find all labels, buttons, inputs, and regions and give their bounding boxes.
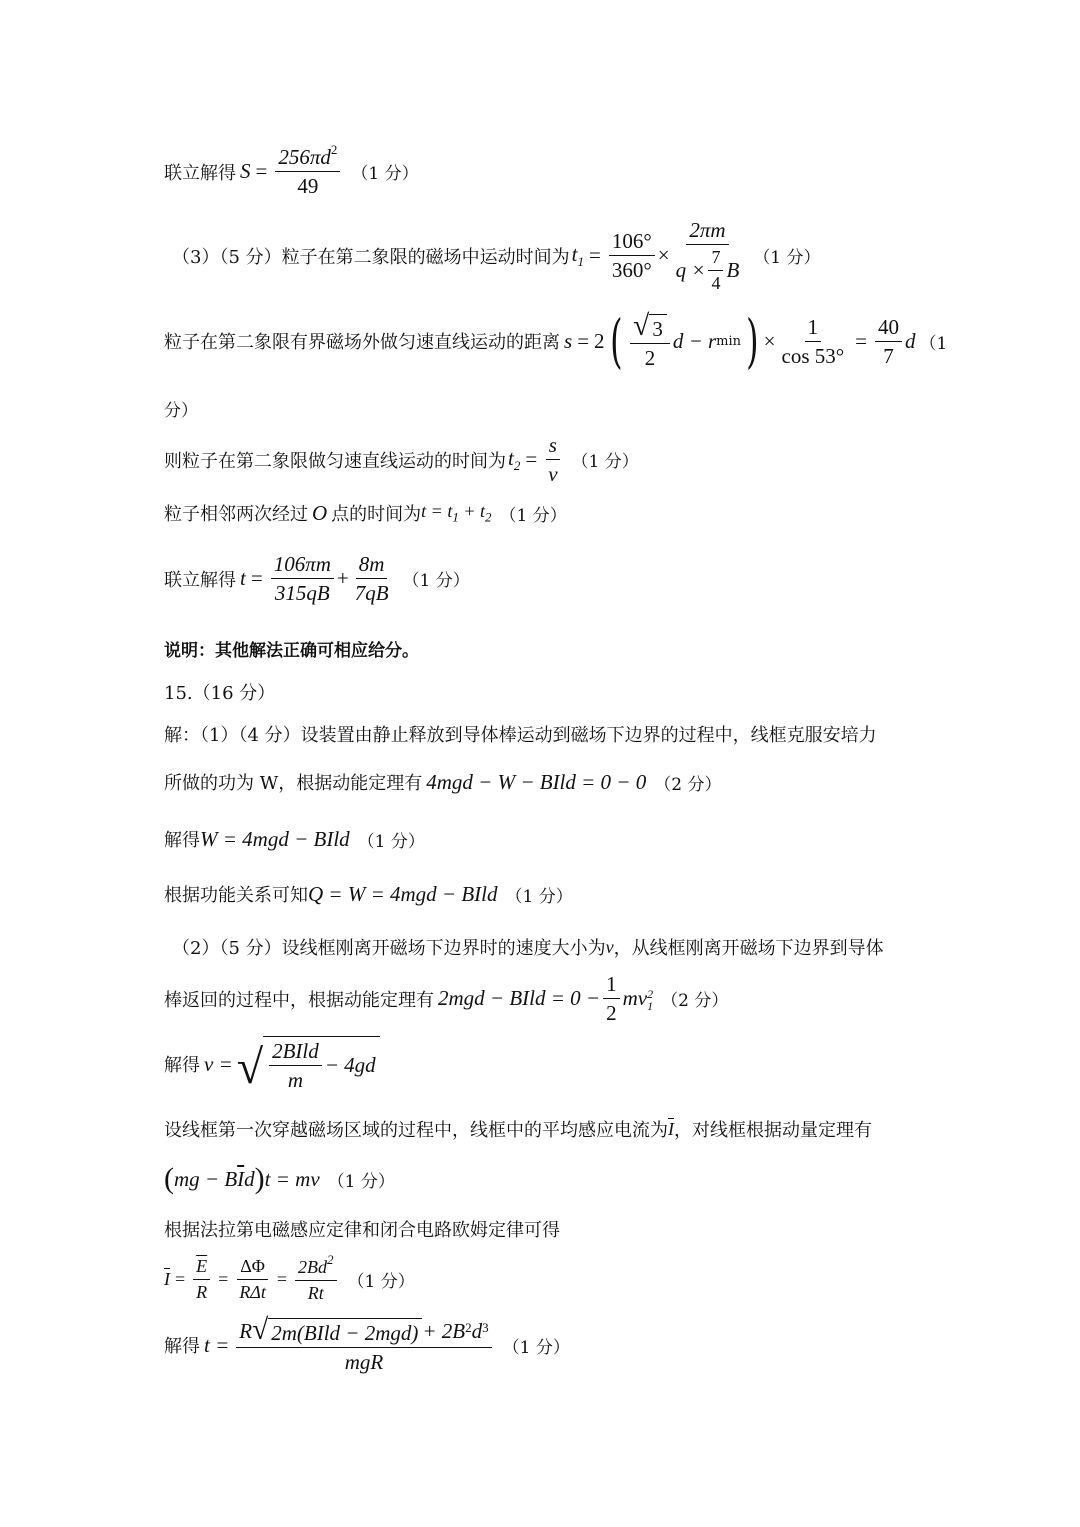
math-eq: = [588, 243, 601, 268]
R-var: R [239, 1318, 253, 1343]
plus-term: + 2B [422, 1318, 466, 1343]
score: （1 分） [753, 248, 821, 269]
exp: 3 [482, 1320, 489, 1336]
text-line: 解：（1）（4 分）设装置由静止释放到导体棒运动到磁场下边界的过程中，线框克服安培力 [164, 725, 877, 746]
fraction-angle [609, 229, 655, 282]
energy2: 2mgd − BIld = 0 − [438, 986, 601, 1011]
fraction-t [236, 1316, 491, 1375]
frac-num: 256πd [278, 145, 331, 169]
fraction-half [603, 972, 620, 1025]
math-eq: = [525, 447, 538, 472]
frac-num: $\overline{E}$ [193, 1256, 210, 1280]
energy-eq: 4mgd − W − BIld = 0 − 0 [426, 769, 647, 794]
text-lead: 根据功能关系可知 [164, 885, 308, 906]
math-S: S [240, 159, 251, 184]
fraction-dPhi [236, 1256, 269, 1302]
score: （1 分） [402, 571, 470, 592]
momentum-c: t = mv [264, 1166, 320, 1191]
sub: 2 [484, 509, 492, 525]
d-minus-r: d − r [672, 328, 717, 353]
text-lead: （2）（5 分）设线框刚离开磁场下边界时的速度大小为 [172, 938, 606, 959]
mv: mv [622, 985, 648, 1010]
frac-den: 7 [883, 343, 894, 368]
eq-line-t-sum [164, 500, 567, 526]
Q-eq: Q = W = 4mgd − BIld [308, 881, 498, 906]
text-lead: 解得 [164, 1336, 200, 1358]
eq-line-t-answer [164, 1316, 570, 1375]
frac-den: v [548, 462, 558, 487]
d-var: d [905, 328, 916, 353]
I-bar: $\overline{I}$ [237, 1166, 245, 1191]
frac-den: 315qB [274, 581, 330, 606]
frac-den: 2 [606, 1001, 617, 1026]
frac-num: √ 3 [630, 312, 670, 344]
t-var: t [240, 566, 246, 591]
math-eq: = [577, 328, 590, 353]
t-var: t [571, 241, 578, 266]
fraction-s-v [545, 433, 560, 486]
question-15: 15.（16 分） [164, 683, 276, 704]
paren-close: ) [746, 307, 759, 376]
I-bar: $\overline{I}$ [164, 1268, 170, 1289]
score: （1 分） [327, 1171, 395, 1192]
frac-den: Rt [307, 1282, 324, 1303]
frac-num: 106° [609, 229, 655, 256]
sub: 2 [513, 457, 521, 473]
math-eq: = [255, 159, 268, 184]
fraction-cos [779, 315, 848, 368]
fraction-40-7 [875, 315, 902, 368]
d-var: d [471, 1318, 483, 1343]
text-lead: 所做的功为 W，根据动能定理有 [164, 773, 423, 794]
text-tail: ，对线框根据动量定理有 [674, 1120, 872, 1141]
frac-den: m [287, 1068, 303, 1093]
sub: min [716, 333, 742, 349]
text-lead: （3）（5 分）粒子在第二象限的磁场中运动时间为 [172, 246, 570, 268]
frac-num: s [546, 433, 560, 460]
eq-line-v [164, 1036, 380, 1095]
score: （1 [919, 333, 948, 354]
plus-t: + t [458, 500, 485, 521]
frac-num: 7 [708, 247, 723, 271]
text-line-v [172, 934, 884, 960]
momentum-b: d [244, 1166, 255, 1191]
v-var: v [605, 936, 614, 957]
math-eq: = [855, 328, 867, 353]
times: × [657, 243, 670, 268]
eq-line-momentum: ( mg − B $\overline{I}$ d ) t = mv （1 分） [164, 1162, 395, 1195]
text-lead: 联立解得 [164, 162, 236, 184]
fraction-2Bd [295, 1252, 337, 1303]
radicand: 3 [649, 314, 667, 341]
fraction-area [275, 142, 340, 199]
t-var: t [508, 445, 514, 470]
fraction-period [673, 218, 743, 294]
score: （1 分） [357, 831, 425, 852]
eq-line-t2 [164, 433, 639, 486]
point-O: O [312, 500, 328, 525]
paren-open: ( [609, 307, 623, 376]
text-tail: ，从线框刚离开磁场下边界到导体 [613, 938, 884, 959]
s-var: s [564, 328, 573, 353]
frac-den: 7qB [354, 581, 389, 606]
eq-line-t1 [172, 218, 821, 294]
frac-den: mgR [344, 1350, 384, 1375]
score: （2 分） [654, 774, 722, 795]
eq-line-W [164, 826, 425, 852]
two: 2 [594, 328, 605, 353]
math-eq: = [218, 1268, 229, 1289]
eq-line-energy2 [164, 972, 728, 1025]
frac-num: 2Bd [298, 1257, 328, 1277]
math-eq: = [250, 566, 263, 591]
math-t2 [508, 446, 520, 474]
sub: 1 [647, 998, 654, 1013]
text-lead: 解得 [164, 1055, 200, 1077]
I-bar: $\overline{I}$ [668, 1118, 674, 1139]
text-lead: 联立解得 [164, 569, 236, 591]
q-times: q × [675, 258, 706, 283]
fraction-sqrt3 [630, 312, 670, 371]
text-lead: 棒返回的过程中，根据动能定理有 [164, 989, 434, 1011]
frac-num: 1 [603, 972, 620, 999]
minus-4gd: − 4gd [324, 1053, 376, 1078]
frac-num: 1 [805, 315, 822, 342]
t-eq: t = [204, 1332, 230, 1357]
radicand [263, 1036, 380, 1092]
frac-den: cos 53° [781, 343, 845, 368]
frac-num: ΔΦ [237, 1256, 268, 1280]
sqrt-v: √ $\frac{\text{2BIld}}{m}$ − 4gd [237, 1036, 380, 1092]
frac-num: R √ 2m(BIld − 2mgd) + 2B 2 d 3 [236, 1316, 491, 1348]
fraction-E-R [193, 1256, 210, 1302]
text-lead: 则粒子在第二象限做匀速直线运动的时间为 [164, 450, 506, 472]
v-eq: v = [204, 1051, 233, 1076]
exp: 2 [327, 1252, 334, 1267]
text-lead: 设线框第一次穿越磁场区域的过程中，线框中的平均感应电流为 [164, 1120, 668, 1141]
frac-den [673, 245, 743, 293]
math-t1 [572, 242, 584, 270]
fraction-a [271, 552, 334, 605]
t-expr: t = t [421, 500, 453, 521]
eq-line-distance [164, 307, 948, 376]
note: 说明：其他解法正确可相应给分。 [164, 641, 419, 661]
score: （1 分） [571, 452, 639, 473]
eq-line-I [164, 1252, 415, 1303]
math-eq: = [175, 1268, 186, 1289]
score: （2 分） [661, 991, 729, 1012]
frac-num: 8m [356, 552, 388, 579]
text-line: 根据法拉第电磁感应定律和闭合电路欧姆定律可得 [164, 1220, 560, 1241]
mv2 [623, 986, 654, 1012]
frac-den: R [196, 1281, 208, 1302]
text-lead: 解得 [164, 830, 200, 851]
frac-den: RΔt [239, 1281, 266, 1302]
score: （1 分） [351, 164, 419, 185]
score: （1 分） [502, 1337, 570, 1358]
fraction-seven-fourths [708, 247, 723, 293]
frac-den: 360° [611, 258, 652, 283]
sup: 2 [647, 986, 654, 1001]
score: （1 分） [347, 1271, 415, 1292]
sub: 1 [577, 253, 584, 269]
exp: 2 [465, 1320, 472, 1336]
score-wrap [164, 396, 198, 421]
score: （1 分） [499, 505, 567, 526]
fraction-b [352, 552, 392, 605]
times: × [763, 328, 776, 353]
frac-num: 2πm [686, 218, 728, 245]
text-line-Ibar [164, 1116, 872, 1142]
text-lead: 粒子相邻两次经过 [164, 504, 308, 525]
momentum-a: mg − B [174, 1166, 238, 1191]
frac-num: 2BIld [269, 1039, 322, 1066]
radicand: 2m(BIld − 2mgd) [268, 1318, 422, 1345]
score: （1 分） [505, 886, 573, 907]
text-mid: 点的时间为 [331, 504, 422, 525]
eq-line-Q [164, 881, 573, 907]
frac-num: 106πm [271, 552, 334, 579]
frac-den: 4 [711, 272, 721, 293]
frac-num: 40 [875, 315, 902, 342]
eq-line-area [164, 142, 419, 199]
math-eq: = [276, 1268, 288, 1289]
text-lead: 粒子在第二象限有界磁场外做匀速直线运动的距离 [164, 332, 560, 354]
frac-den: 49 [297, 174, 319, 199]
frac-den: 2 [644, 346, 656, 371]
fraction-BIld-m [269, 1039, 322, 1092]
eq-line-t-final: 联立解得 t = $\frac{106\pi m}{315qB}$ + $\frac{8m}{7qB}$ （1 分） [164, 552, 470, 606]
math-t-sum [421, 501, 491, 526]
B-var: B [726, 258, 740, 283]
score: 分） [164, 401, 198, 421]
sub: 1 [452, 509, 459, 525]
exp: 2 [330, 142, 338, 157]
eq-line-energy1 [164, 769, 721, 795]
W-eq: W = 4mgd − BIld [200, 826, 350, 851]
